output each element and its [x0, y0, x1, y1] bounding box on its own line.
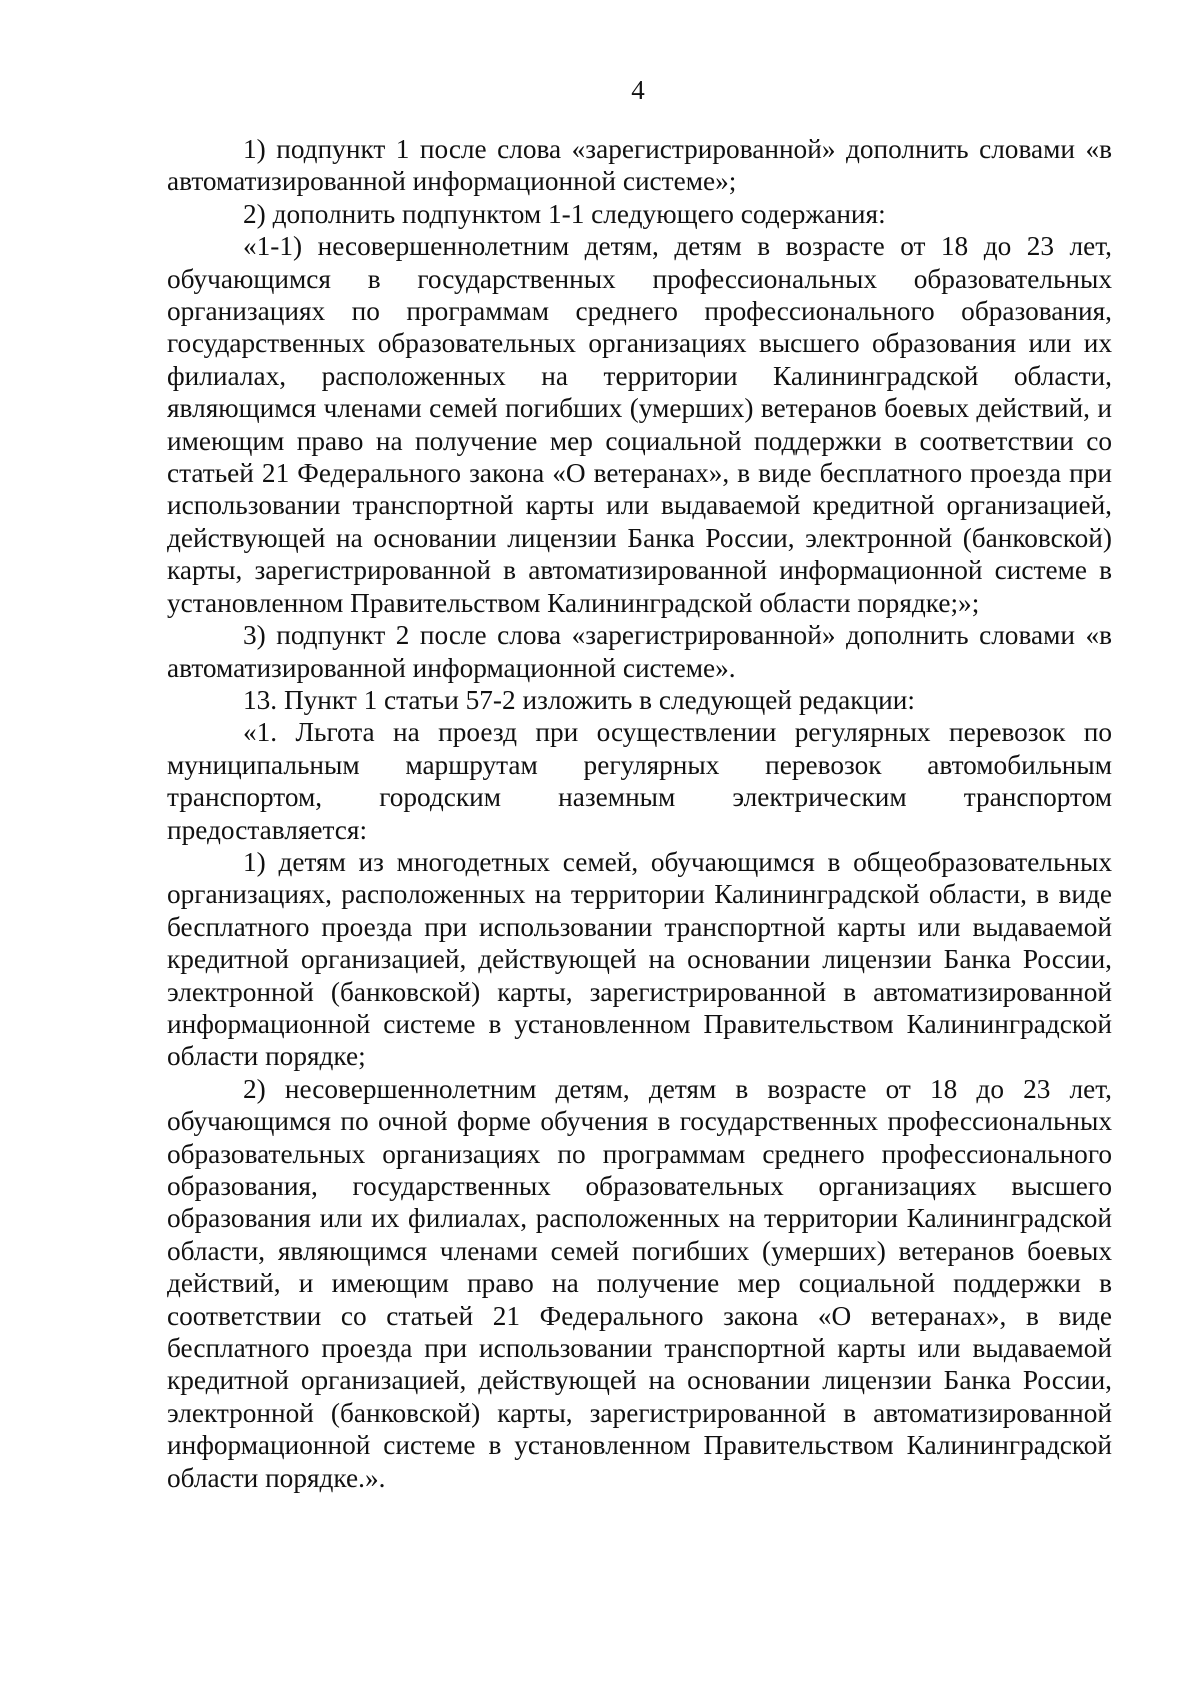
document-body: [167, 133, 1112, 1494]
paragraph-1: 1) подпункт 1 после слова «зарегистрированной» дополнить словами «в автоматизированной информационной системе»;: [167, 134, 1112, 197]
paragraph-5: 13. Пункт 1 статьи 57-2 изложить в следующей редакции:: [243, 684, 915, 715]
page-number: 4: [631, 75, 645, 105]
paragraph-4: 3) подпункт 2 после слова «зарегистрированной» дополнить словами «в автоматизированной информационной системе».: [167, 620, 1112, 683]
paragraph-7: 1) детям из многодетных семей, обучающимся в общеобразовательных организациях, расположенных на территории Калининградской области, в виде бесплатного проезда при использовании транспортной карты или выдаваемой кредитной организацией, действующей на основании лицензии Банка России, электронной (банковской) карты, зарегистрированной в автоматизированной информационной системе в установленном Правительством Калининградской области порядке;: [167, 846, 1112, 1072]
paragraph-8: 2) несовершеннолетним детям, детям в возрасте от 18 до 23 лет, обучающимся по очной форме обучения в государственных профессиональных образовательных организациях по программам среднего профессионального образования, государственных образовательных организациях высшего образования или их филиалах, расположенных на территории Калининградской области, являющимся членами семей погибших (умерших) ветеранов боевых действий, и имеющим право на получение мер социальной поддержки в соответствии со статьей 21 Федерального закона «О ветеранах», в виде бесплатного проезда при использовании транспортной карты или выдаваемой кредитной организацией, действующей на основании лицензии Банка России, электронной (банковской) карты, зарегистрированной в автоматизированной информационной системе в установленном Правительством Калининградской области порядке.».: [167, 1073, 1112, 1493]
paragraph-3: «1-1) несовершеннолетним детям, детям в возрасте от 18 до 23 лет, обучающимся в государственных профессиональных образовательных организациях по программам среднего профессионального образования, государственных образовательных организациях высшего образования или их филиалах, расположенных на территории Калининградской области, являющимся членами семей погибших (умерших) ветеранов боевых действий, и имеющим право на получение мер социальной поддержки в соответствии со статьей 21 Федерального закона «О ветеранах», в виде бесплатного проезда при использовании транспортной карты или выдаваемой кредитной организацией, действующей на основании лицензии Банка России, электронной (банковской) карты, зарегистрированной в автоматизированной информационной системе в установленном Правительством Калининградской области порядке;»;: [167, 231, 1112, 618]
paragraph-6: «1. Льгота на проезд при осуществлении регулярных перевозок по муниципальным маршрутам регулярных перевозок автомобильным транспортом, городским наземным электрическим транспортом предоставляется:: [167, 717, 1112, 845]
paragraph-2: 2) дополнить подпунктом 1-1 следующего содержания:: [243, 198, 886, 229]
